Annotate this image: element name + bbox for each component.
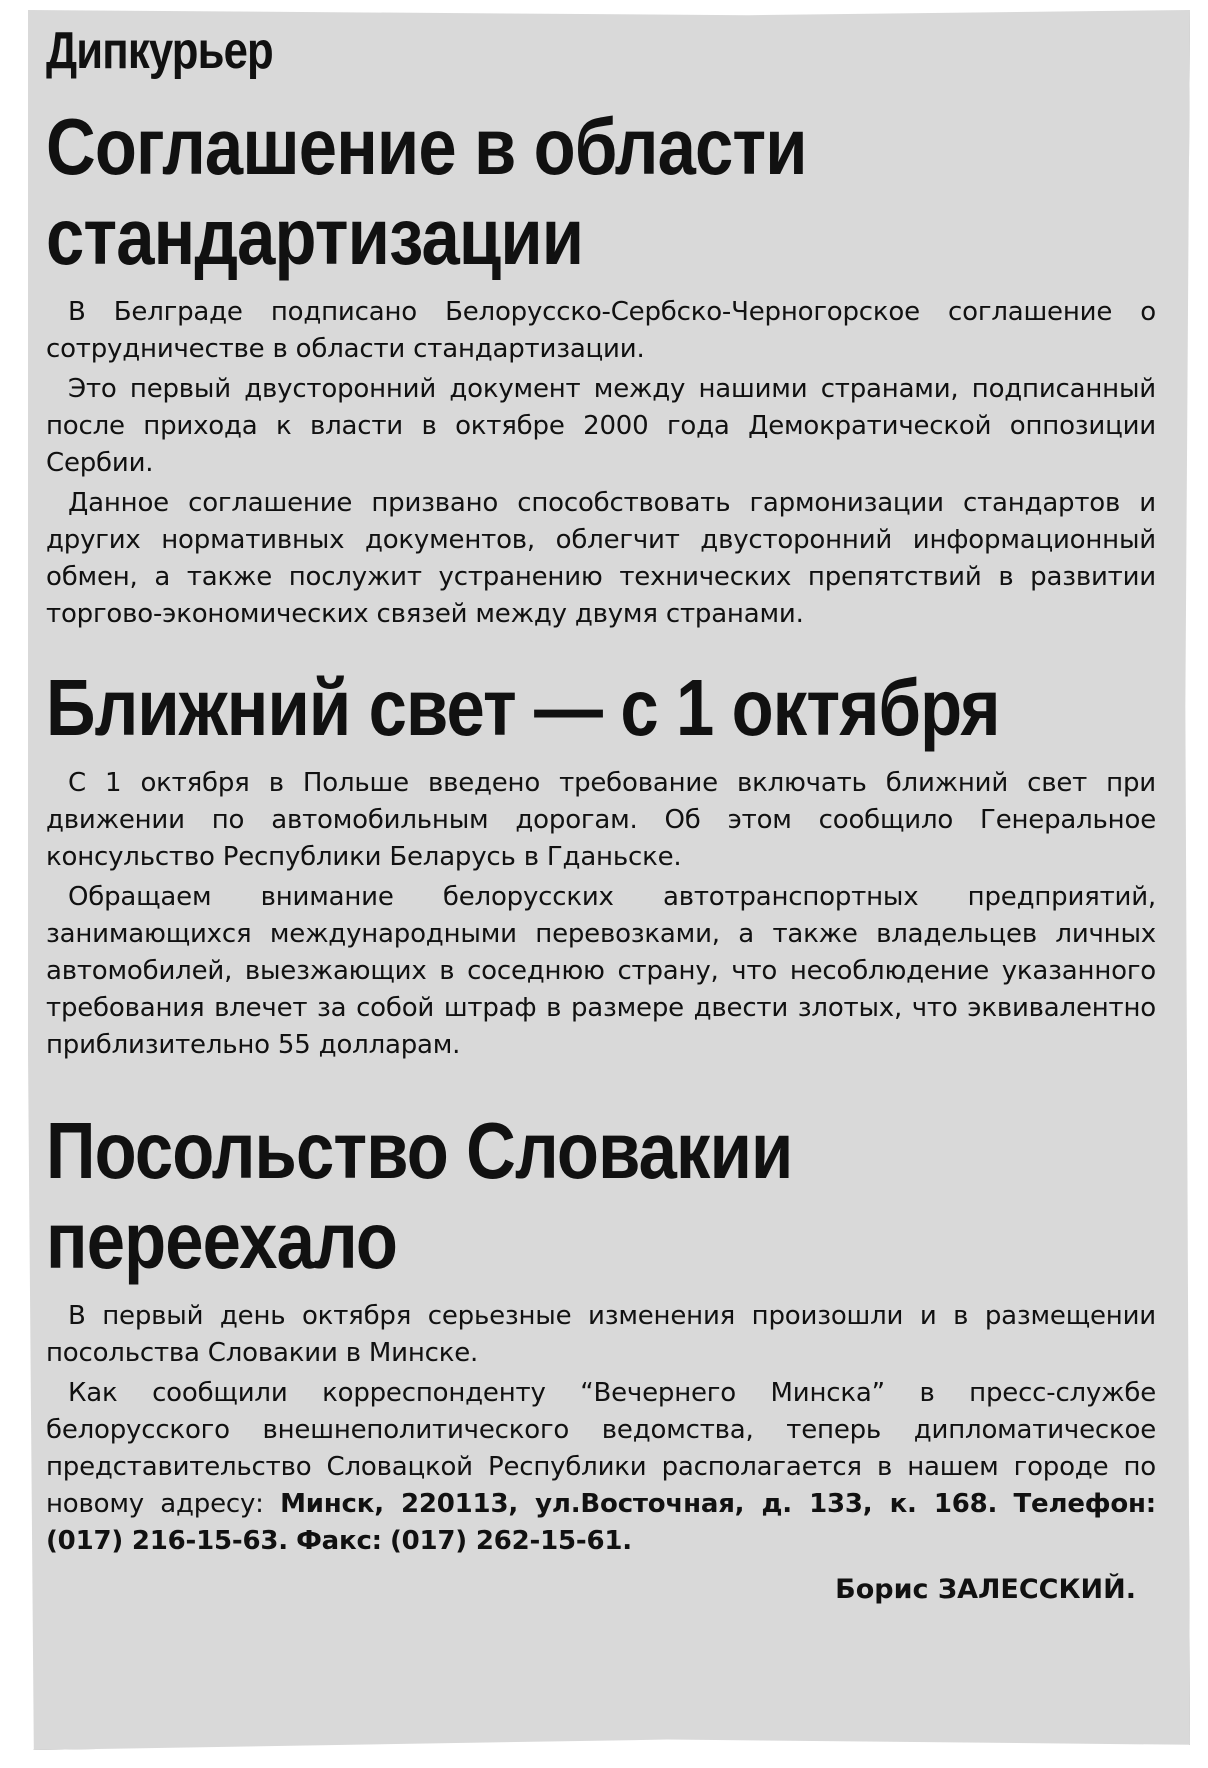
paragraph: Это первый двусторонний документ между нашими странами, подписанный после прихода к власти в октябре 2000 года Демократической оппозиции Сербии. — [46, 374, 1156, 478]
fax-number: (017) 262-15-61. — [389, 1526, 632, 1556]
headline-line: Соглашение в области — [46, 102, 807, 191]
article-low-beam — [46, 663, 1156, 1064]
paragraph: Данное соглашение призвано способствовать гармонизации стандартов и других нормативных документов, облегчит двусторонний информационный обмен, а также послужит устранению технических препятствий в развитии торгово-экономических связей между двумя странами. — [46, 488, 1156, 629]
article-body — [46, 294, 1156, 633]
paragraph-text: Как сообщили корреспонденту “Вечернего Минска” в пресс-службе белорусского внешнеполитического ведомства, теперь дипломатическое представительство Словацкой Республики располагается в нашем городе по новому адресу: — [46, 1378, 1156, 1519]
paragraph: В первый день октября серьезные изменения произошли и в размещении посольства Словакии в Минске. — [46, 1301, 1156, 1368]
article-standardization — [46, 102, 1156, 633]
headline-line: переехало — [46, 1196, 398, 1285]
embassy-address: Минск, 220113, ул.Восточная, д. 133, к. 168. — [280, 1489, 998, 1519]
author-signature: Борис ЗАЛЕССКИЙ. — [835, 1574, 1136, 1605]
fax-label: Факс: — [296, 1526, 382, 1556]
article-body — [46, 765, 1156, 1064]
contact-paragraph — [46, 1375, 1156, 1560]
paragraph: В Белграде подписано Белорусско-Сербско-Черногорское соглашение о сотрудничестве в области стандартизации. — [46, 297, 1156, 364]
phone-label: Телефон: — [1013, 1489, 1156, 1519]
clipping-content — [46, 18, 1156, 1610]
article-body — [46, 1298, 1156, 1560]
headline-line: стандартизации — [46, 192, 584, 281]
article-embassy-moved — [46, 1106, 1156, 1610]
paragraph: С 1 октября в Польше введено требование включать ближний свет при движении по автомобильным дорогам. Об этом сообщило Генеральное консульство Республики Беларусь в Гданьске. — [46, 768, 1156, 872]
headline-line: Ближний свет — с 1 октября — [46, 663, 1000, 752]
article-headline — [46, 663, 1001, 753]
section-rubric: Дипкурьер — [46, 22, 273, 80]
paragraph: Обращаем внимание белорусских автотранспортных предприятий, занимающихся международными перевозками, а также владельцев личных автомобилей, выезжающих в соседнюю страну, что несоблюдение указанного требования влечет за собой штраф в размере двести злотых, что эквивалентно приблизительно 55 долларам. — [46, 882, 1156, 1060]
phone-number: (017) 216-15-63. — [46, 1526, 288, 1556]
headline-line: Посольство Словакии — [46, 1106, 793, 1195]
article-headline — [46, 1106, 1001, 1286]
article-headline — [46, 102, 1001, 282]
